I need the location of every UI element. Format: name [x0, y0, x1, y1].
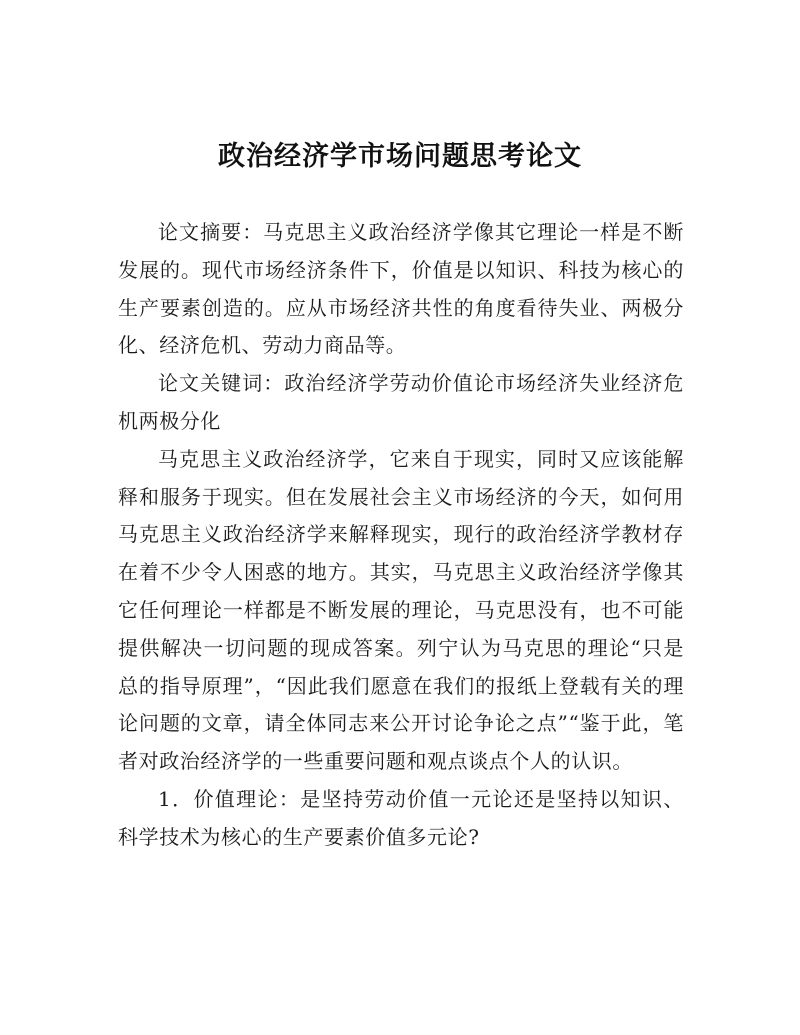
section-heading-paragraph: 1．价值理论：是坚持劳动价值一元论还是坚持以知识、科学技术为核心的生产要素价值多元论? [118, 786, 684, 849]
abstract-paragraph: 论文摘要：马克思主义政治经济学像其它理论一样是不断发展的。现代市场经济条件下，价值是以知识、科技为核心的生产要素创造的。应从市场经济共性的角度看待失业、两极分化、经济危机、劳动力商品等。 [118, 220, 684, 358]
document-body [118, 214, 684, 857]
keywords-paragraph: 论文关键词：政治经济学劳动价值论市场经济失业经济危机两极分化 [118, 371, 684, 433]
document-title: 政治经济学市场问题思考论文 [218, 141, 582, 172]
intro-paragraph: 马克思主义政治经济学，它来自于现实，同时又应该能解释和服务于现实。但在发展社会主义市场经济的今天，如何用马克思主义政治经济学来解释现实，现行的政治经济学教材存在着不少令人困惑的地方。其实，马克思主义政治经济学像其它任何理论一样都是不断发展的理论，马克思没有，也不可能提供解决一切问题的现成答案。列宁认为马克思的理论“只是总的指导原理”，“因此我们愿意在我们的报纸上登载有关的理论问题的文章，请全体同志来公开讨论争论之点”“鉴于此，笔者对政治经济学的一些重要问题和观点谈点个人的认识。 [118, 446, 684, 774]
